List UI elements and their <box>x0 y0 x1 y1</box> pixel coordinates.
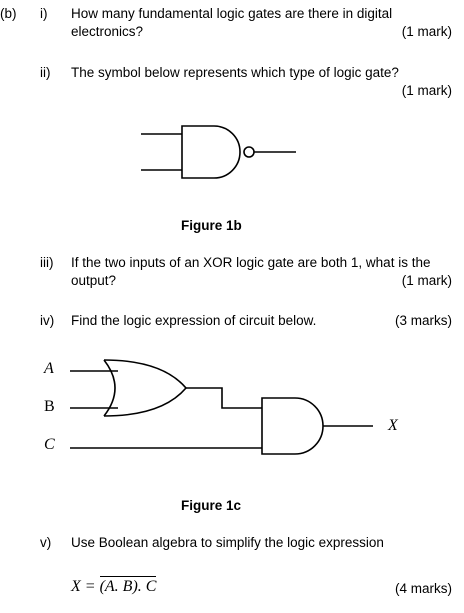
question-number: iv) <box>40 313 55 328</box>
marks-label: (1 mark) <box>401 24 452 39</box>
input-label-a: A <box>44 360 54 377</box>
question-number: i) <box>40 6 48 21</box>
question-text: The symbol below represents which type of logic gate? <box>71 65 399 80</box>
question-number: v) <box>40 535 52 550</box>
figure-caption: Figure 1c <box>181 498 242 513</box>
expression-lhs: X = <box>71 578 100 595</box>
expression-overbar: (A. B). C <box>99 578 157 595</box>
question-text: output? <box>71 273 117 288</box>
marks-label: (1 mark) <box>401 83 452 98</box>
input-label-c: C <box>44 436 55 453</box>
part-label: (b) <box>0 6 17 21</box>
question-number: iii) <box>40 255 54 270</box>
question-text: electronics? <box>71 24 144 39</box>
question-number: ii) <box>40 65 51 80</box>
marks-label: (3 marks) <box>395 313 452 328</box>
question-text: How many fundamental logic gates are there in digital <box>71 6 393 21</box>
marks-label: (1 mark) <box>401 273 452 288</box>
output-label-x: X <box>388 417 398 434</box>
marks-label: (4 marks) <box>395 581 452 596</box>
input-label-b: B <box>44 398 55 415</box>
question-text: Use Boolean algebra to simplify the logic expression <box>71 535 384 550</box>
question-text: Find the logic expression of circuit below. <box>71 313 317 328</box>
figure-caption: Figure 1b <box>181 218 242 233</box>
question-text: If the two inputs of an XOR logic gate are both 1, what is the <box>71 255 431 270</box>
boolean-expression <box>71 578 156 596</box>
